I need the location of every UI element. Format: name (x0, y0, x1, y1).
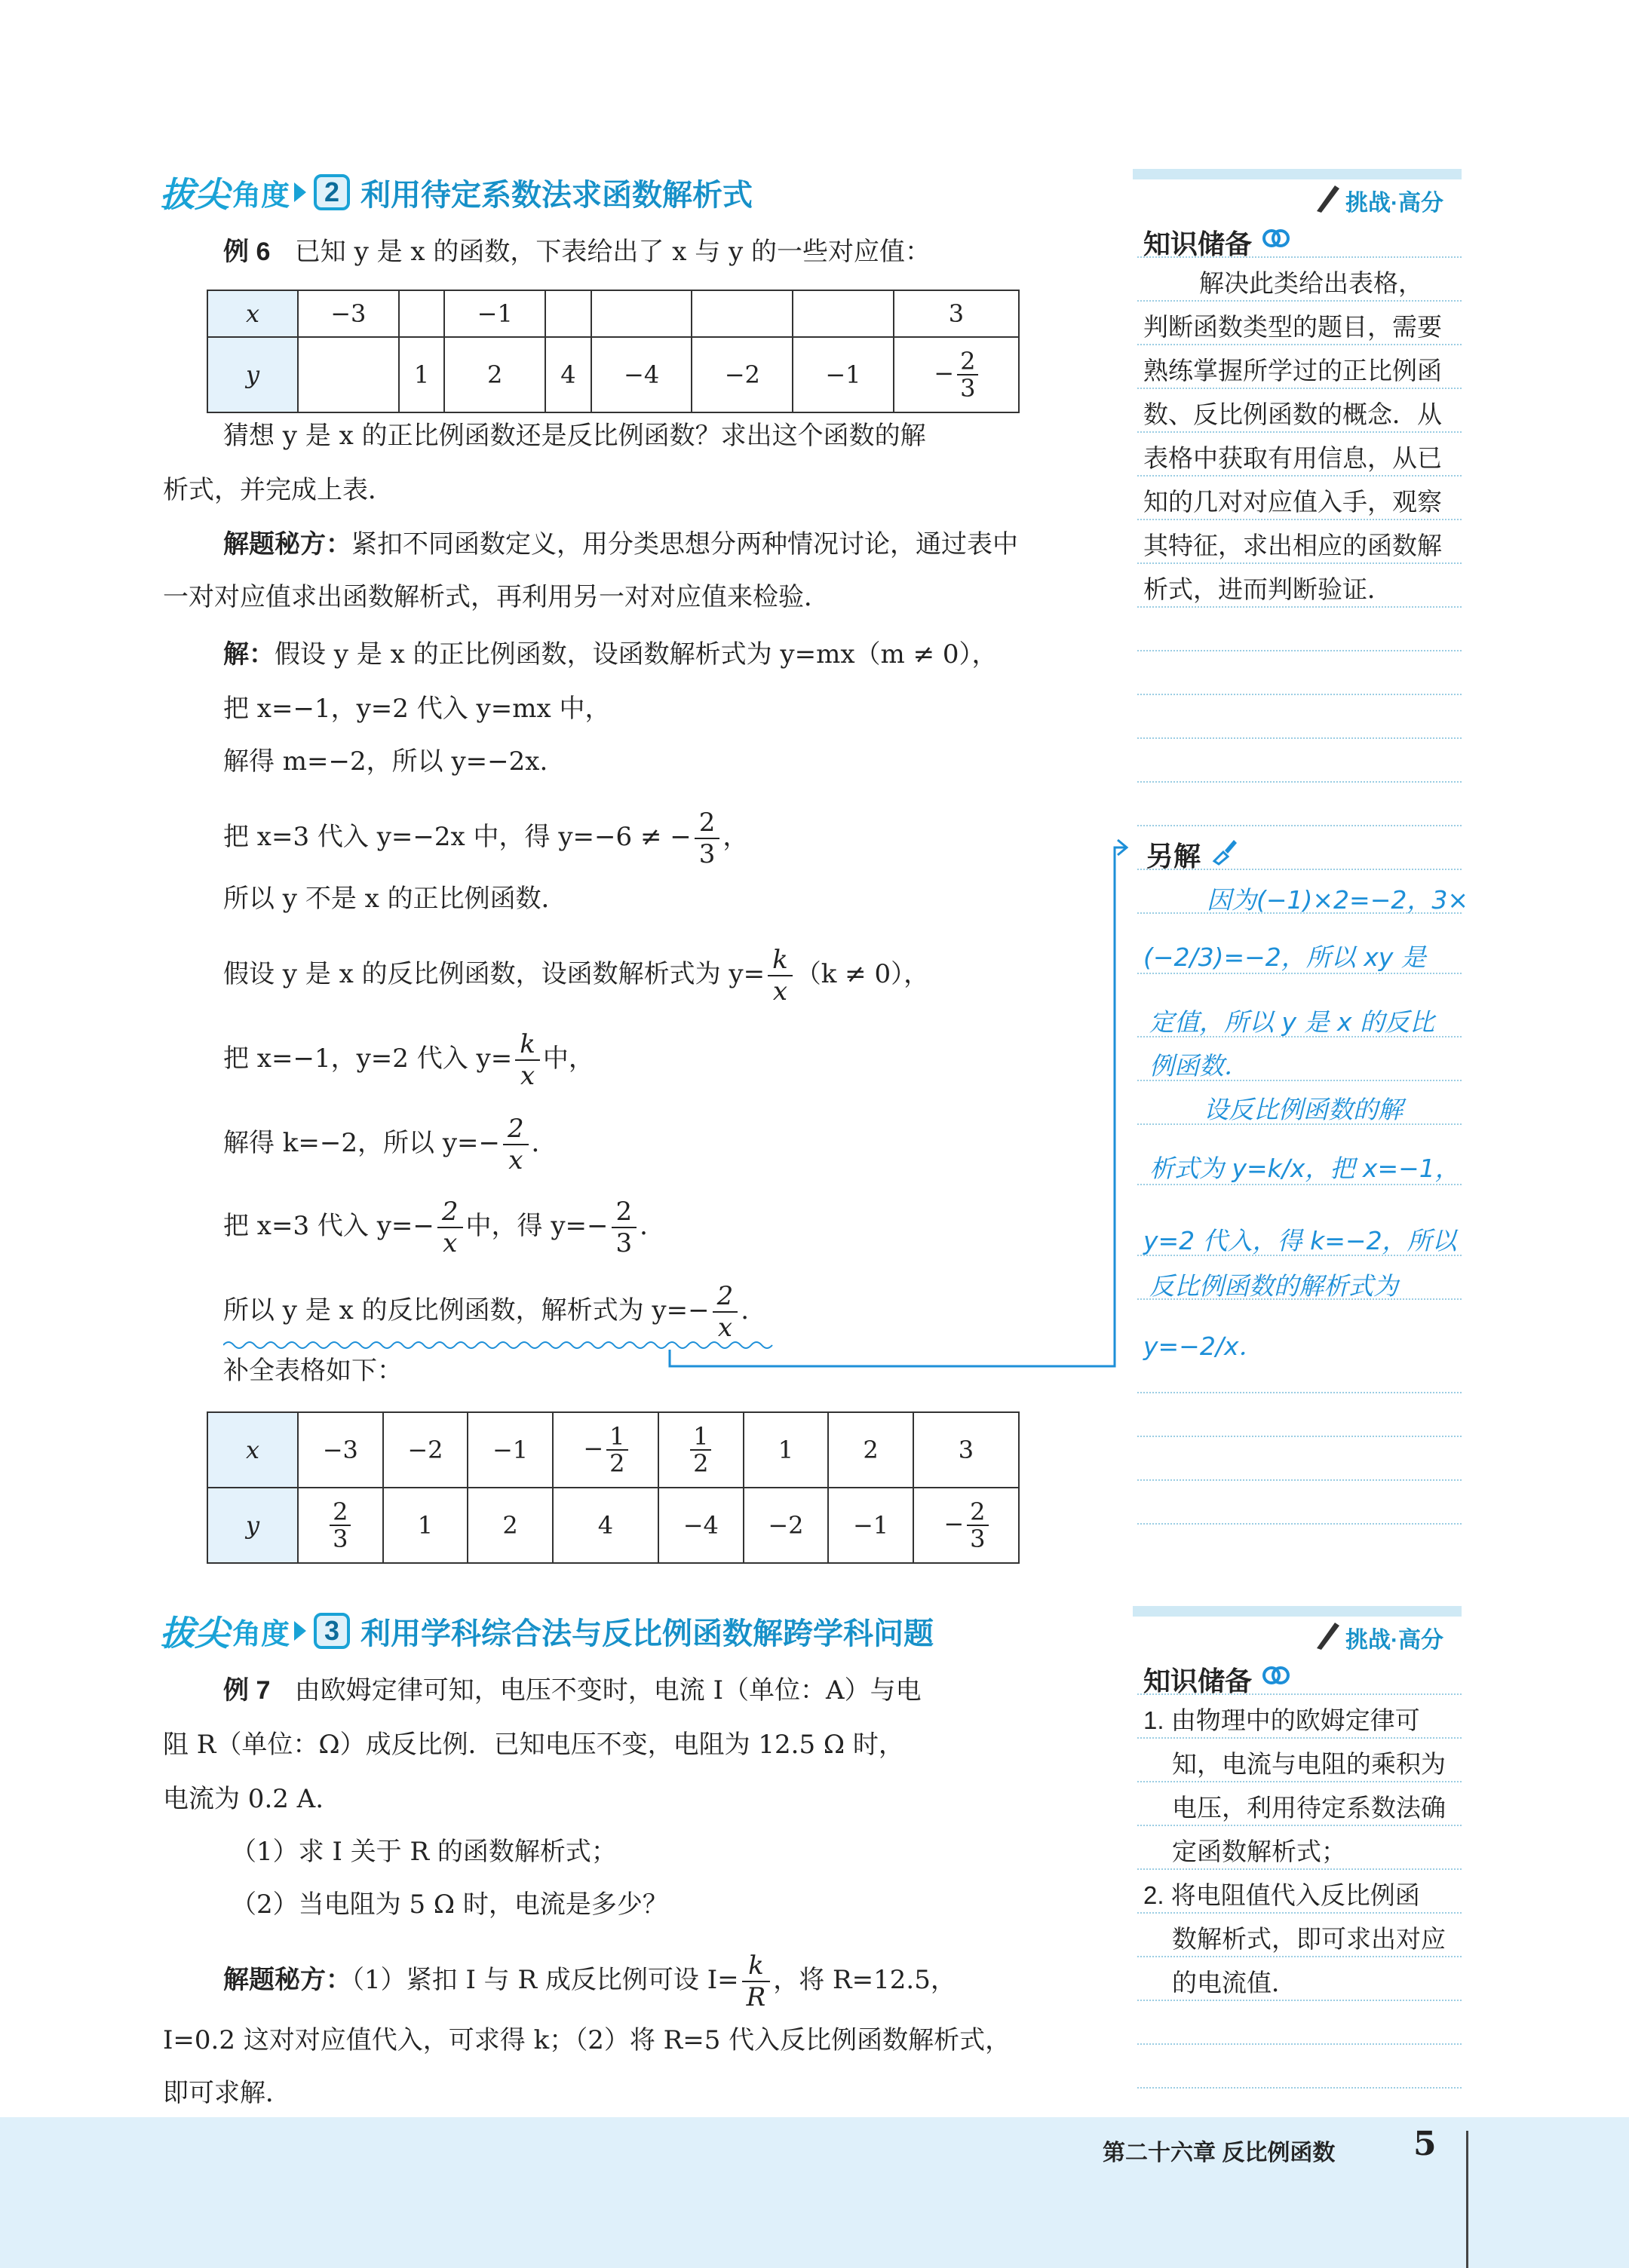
section-tag-jiaodu: 角度 (232, 179, 290, 212)
table-cell: 4 (545, 337, 591, 412)
ruled-line (1137, 650, 1462, 651)
handwritten-line: 反比例函数的解析式为 (1149, 1271, 1398, 1301)
table-cell: −2 (383, 1412, 468, 1488)
table-cell: 2 (444, 337, 545, 412)
solution-line-9: 把 x=3 代入 y=− $\frac{2}{x}$ 中，得 y=− $\frac{2}{3}$ ． (223, 1197, 666, 1258)
table-cell: −2 (744, 1488, 829, 1563)
ruled-line (1137, 344, 1462, 345)
table-cell: −1 (828, 1488, 913, 1563)
example-7-question-1: （1）求 I 关于 R 的函数解析式； (231, 1837, 617, 1867)
ruled-line (1137, 1825, 1462, 1826)
ruled-line (1137, 1255, 1462, 1256)
question-line-1: 猜想 y 是 x 的正比例函数还是反比例函数？求出这个函数的解 (223, 421, 926, 451)
table-row-y (207, 337, 1019, 412)
connector-arrow (664, 829, 1131, 1372)
table-cell: −1 (793, 337, 894, 412)
ruled-line (1137, 606, 1462, 608)
ruled-line (1137, 737, 1462, 739)
sidebar-text-line: 解决此类给出表格， (1199, 269, 1423, 297)
example-7-tip-3: 即可求解． (163, 2078, 291, 2108)
table-cell: y (207, 337, 298, 412)
table-cell: x (207, 1412, 298, 1488)
table-cell: −1 (468, 1412, 553, 1488)
solution-line-1: 解：假设 y 是 x 的正比例函数，设函数解析式为 y=mx（m ≠ 0）， (223, 639, 998, 670)
tip-line-1: 解题秘方：紧扣不同函数定义，用分类思想分两种情况讨论，通过表中 (223, 529, 1018, 559)
ruled-line (1137, 1392, 1462, 1393)
example-7-tip-2: I=0.2 这对对应值代入，可求得 k；（2）将 R=5 代入反比例函数解析式， (163, 2025, 1011, 2055)
table-row-x (207, 290, 1019, 337)
ruled-line (1137, 1868, 1462, 1870)
sidebar-text-line: 电压，利用待定系数法确 (1172, 1794, 1446, 1822)
table-cell: −3 (298, 290, 399, 337)
solution-line-6: 假设 y 是 x 的反比例函数，设函数解析式为 y= $\frac{k}{x}$ （k ≠ 0）， (223, 945, 930, 1007)
solution-line-3: 解得 m=−2，所以 y=−2x. (223, 746, 548, 777)
solution-line-8: 解得 k=−2，所以 y=− $\frac{2}{x}$ ． (223, 1114, 557, 1175)
handwritten-line: 因为(−1)×2=−2，3× (1207, 885, 1468, 915)
brush-icon (1208, 835, 1238, 866)
ruled-line (1137, 1693, 1462, 1695)
ruled-line (1137, 1912, 1462, 1914)
section-tag-jiaodu: 角度 (232, 1618, 290, 1650)
ruled-line (1137, 1080, 1462, 1081)
sidebar-tag: 挑战·高分 (1345, 1628, 1443, 1653)
section-tag-bajian: 拔尖 (160, 175, 229, 214)
table-row-x (207, 1412, 1019, 1488)
page-footer (0, 2117, 1629, 2268)
table-cell: 4 (553, 1488, 658, 1563)
table-cell: $\frac{1}{2}$ (658, 1412, 744, 1488)
section-heading-2 (160, 166, 753, 219)
table-cell: 3 (913, 1412, 1019, 1488)
sidebar-top-bar (1133, 1606, 1462, 1617)
ruled-line (1137, 2087, 1462, 2089)
section-heading-3 (160, 1604, 934, 1657)
ruled-line (1137, 1036, 1462, 1037)
ruled-line (1137, 1436, 1462, 1437)
example-6-intro: 例 6 已知 y 是 x 的函数，下表给出了 x 与 y 的一些对应值： (223, 237, 931, 267)
handwritten-line: 定值，所以 y 是 x 的反比 (1149, 1007, 1435, 1037)
triangle-arrow-icon (294, 1621, 306, 1641)
solution-line-5: 所以 y 不是 x 的正比例函数． (223, 884, 567, 914)
sidebar-text-line: 析式，进而判断验证． (1143, 575, 1392, 603)
table-cell: −1 (444, 290, 545, 337)
table-cell: 1 (383, 1488, 468, 1563)
table-row-y (207, 1488, 1019, 1563)
ruled-line (1137, 1956, 1462, 1957)
table-cell: x (207, 290, 298, 337)
example-7-tip-1: 解题秘方：（1）紧扣 I 与 R 成反比例可设 I= $\frac{k}{R}$ ，将 R=12.5， (223, 1951, 956, 2012)
ruled-line (1137, 2000, 1462, 2001)
table-cell: 3 (894, 290, 1019, 337)
sidebar-top-bar (1133, 169, 1462, 179)
table-cell: − $\frac{2}{3}$ (913, 1488, 1019, 1563)
ruled-line (1137, 475, 1462, 477)
solution-line-11: 补全表格如下： (223, 1356, 403, 1386)
solution-line-2: 把 x=−1，y=2 代入 y=mx 中， (223, 694, 611, 724)
sidebar-title: 知识储备 (1143, 228, 1253, 259)
table-cell: 1 (399, 337, 445, 412)
solution-line-10: 所以 y 是 x 的反比例函数，解析式为 y=− $\frac{2}{x}$ . (223, 1281, 750, 1343)
tip-line-2: 一对对应值求出函数解析式，再利用另一对对应值来检验． (163, 582, 830, 612)
ruled-line (1137, 256, 1462, 258)
section-title: 利用学科综合法与反比例函数解跨学科问题 (360, 1617, 934, 1650)
ruled-line (1137, 300, 1462, 302)
sidebar-text-line: 判断函数类型的题目，需要 (1143, 313, 1442, 341)
table-cell (298, 337, 399, 412)
section-number: 3 (314, 1613, 350, 1649)
handwritten-line: 设反比例函数的解 (1204, 1095, 1403, 1124)
ruled-line (1137, 869, 1462, 870)
ruled-line (1137, 973, 1462, 974)
sidebar-text-line: 2. 将电阻值代入反比例函 (1143, 1881, 1420, 1909)
page-number: 5 (1413, 2125, 1437, 2163)
handwritten-line: (−2/3)=−2，所以 xy 是 (1143, 942, 1426, 972)
section-title: 利用待定系数法求函数解析式 (360, 178, 753, 212)
ruled-line (1137, 562, 1462, 564)
ruled-line (1137, 1298, 1462, 1300)
ruled-line (1137, 519, 1462, 520)
example-7-line-2: 阻 R（单位：Ω）成反比例．已知电压不变，电阻为 12.5 Ω 时， (163, 1730, 904, 1760)
example-7-line-3: 电流为 0.2 A. (163, 1784, 324, 1814)
section-tag-bajian: 拔尖 (160, 1614, 229, 1653)
example-7-line-1: 例 7 由欧姆定律可知，电压不变时，电流 I（单位：A）与电 (223, 1675, 922, 1706)
footer-divider (1466, 2131, 1468, 2268)
ruled-line (1137, 2043, 1462, 2045)
table-cell: y (207, 1488, 298, 1563)
sidebar-text-line: 定函数解析式； (1172, 1837, 1346, 1865)
solution-line-4: 把 x=3 代入 y=−2x 中，得 y=−6 ≠ − $\frac{2}{3}$ ， (223, 808, 749, 869)
table-cell: − $\frac{2}{3}$ (894, 337, 1019, 412)
solution-line-7: 把 x=−1，y=2 代入 y= $\frac{k}{x}$ 中， (223, 1029, 594, 1091)
handwritten-line: y=2 代入，得 k=−2，所以 (1143, 1226, 1457, 1255)
sidebar-text-line: 1. 由物理中的欧姆定律可 (1143, 1706, 1420, 1734)
table-cell: − $\frac{1}{2}$ (553, 1412, 658, 1488)
link-icon (1261, 223, 1291, 253)
alt-solution-title: 另解 (1146, 841, 1201, 872)
sidebar-text-line: 熟练掌握所学过的正比例函 (1143, 357, 1442, 385)
triangle-arrow-icon (294, 182, 306, 202)
ruled-line (1137, 694, 1462, 695)
sidebar-text-line: 数、反比例函数的概念．从 (1143, 400, 1442, 428)
table-cell: $\frac{2}{3}$ (298, 1488, 383, 1563)
ruled-line (1137, 1737, 1462, 1739)
table-cell (692, 290, 793, 337)
table-cell: 2 (828, 1412, 913, 1488)
value-table-original (207, 290, 1020, 413)
example-7-question-2: （2）当电阻为 5 Ω 时，电流是多少？ (231, 1889, 668, 1920)
table-cell: −3 (298, 1412, 383, 1488)
ruled-line (1137, 912, 1462, 914)
sidebar-text-line: 知的几对对应值入手，观察 (1143, 488, 1442, 516)
pen-icon (1312, 1618, 1342, 1651)
ruled-line (1137, 781, 1462, 783)
sidebar-text-line: 知，电流与电阻的乘积为 (1172, 1750, 1446, 1778)
ruled-line (1137, 825, 1462, 826)
handwritten-line: 例函数． (1149, 1051, 1249, 1080)
link-icon (1261, 1660, 1291, 1690)
handwritten-line: y=−2/x． (1143, 1332, 1264, 1361)
ruled-line (1137, 1781, 1462, 1782)
table-cell: 2 (468, 1488, 553, 1563)
sidebar-text-line: 表格中获取有用信息，从已 (1143, 444, 1442, 472)
ruled-line (1137, 1184, 1462, 1185)
table-cell: −4 (591, 337, 692, 412)
table-cell (591, 290, 692, 337)
question-line-2: 析式，并完成上表． (163, 475, 394, 505)
sidebar-tag: 挑战·高分 (1345, 191, 1443, 216)
table-cell: −4 (658, 1488, 744, 1563)
sidebar-title: 知识储备 (1143, 1666, 1253, 1696)
handwritten-line: 析式为 y=k/x，把 x=−1， (1149, 1154, 1460, 1183)
table-cell: 1 (744, 1412, 829, 1488)
ruled-line (1137, 388, 1462, 389)
value-table-completed (207, 1411, 1020, 1564)
table-cell (793, 290, 894, 337)
ruled-line (1137, 431, 1462, 433)
ruled-line (1137, 1523, 1462, 1525)
sidebar-text-line: 的电流值． (1172, 1969, 1296, 1997)
table-cell (545, 290, 591, 337)
ruled-line (1137, 1123, 1462, 1125)
ruled-line (1137, 1479, 1462, 1481)
sidebar-text-line: 数解析式，即可求出对应 (1172, 1925, 1446, 1953)
table-cell (399, 290, 445, 337)
sidebar-text-line: 其特征，求出相应的函数解 (1143, 532, 1442, 559)
section-number: 2 (314, 174, 350, 210)
table-cell: −2 (692, 337, 793, 412)
chapter-title: 第二十六章 反比例函数 (1103, 2141, 1336, 2165)
pen-icon (1312, 181, 1342, 214)
